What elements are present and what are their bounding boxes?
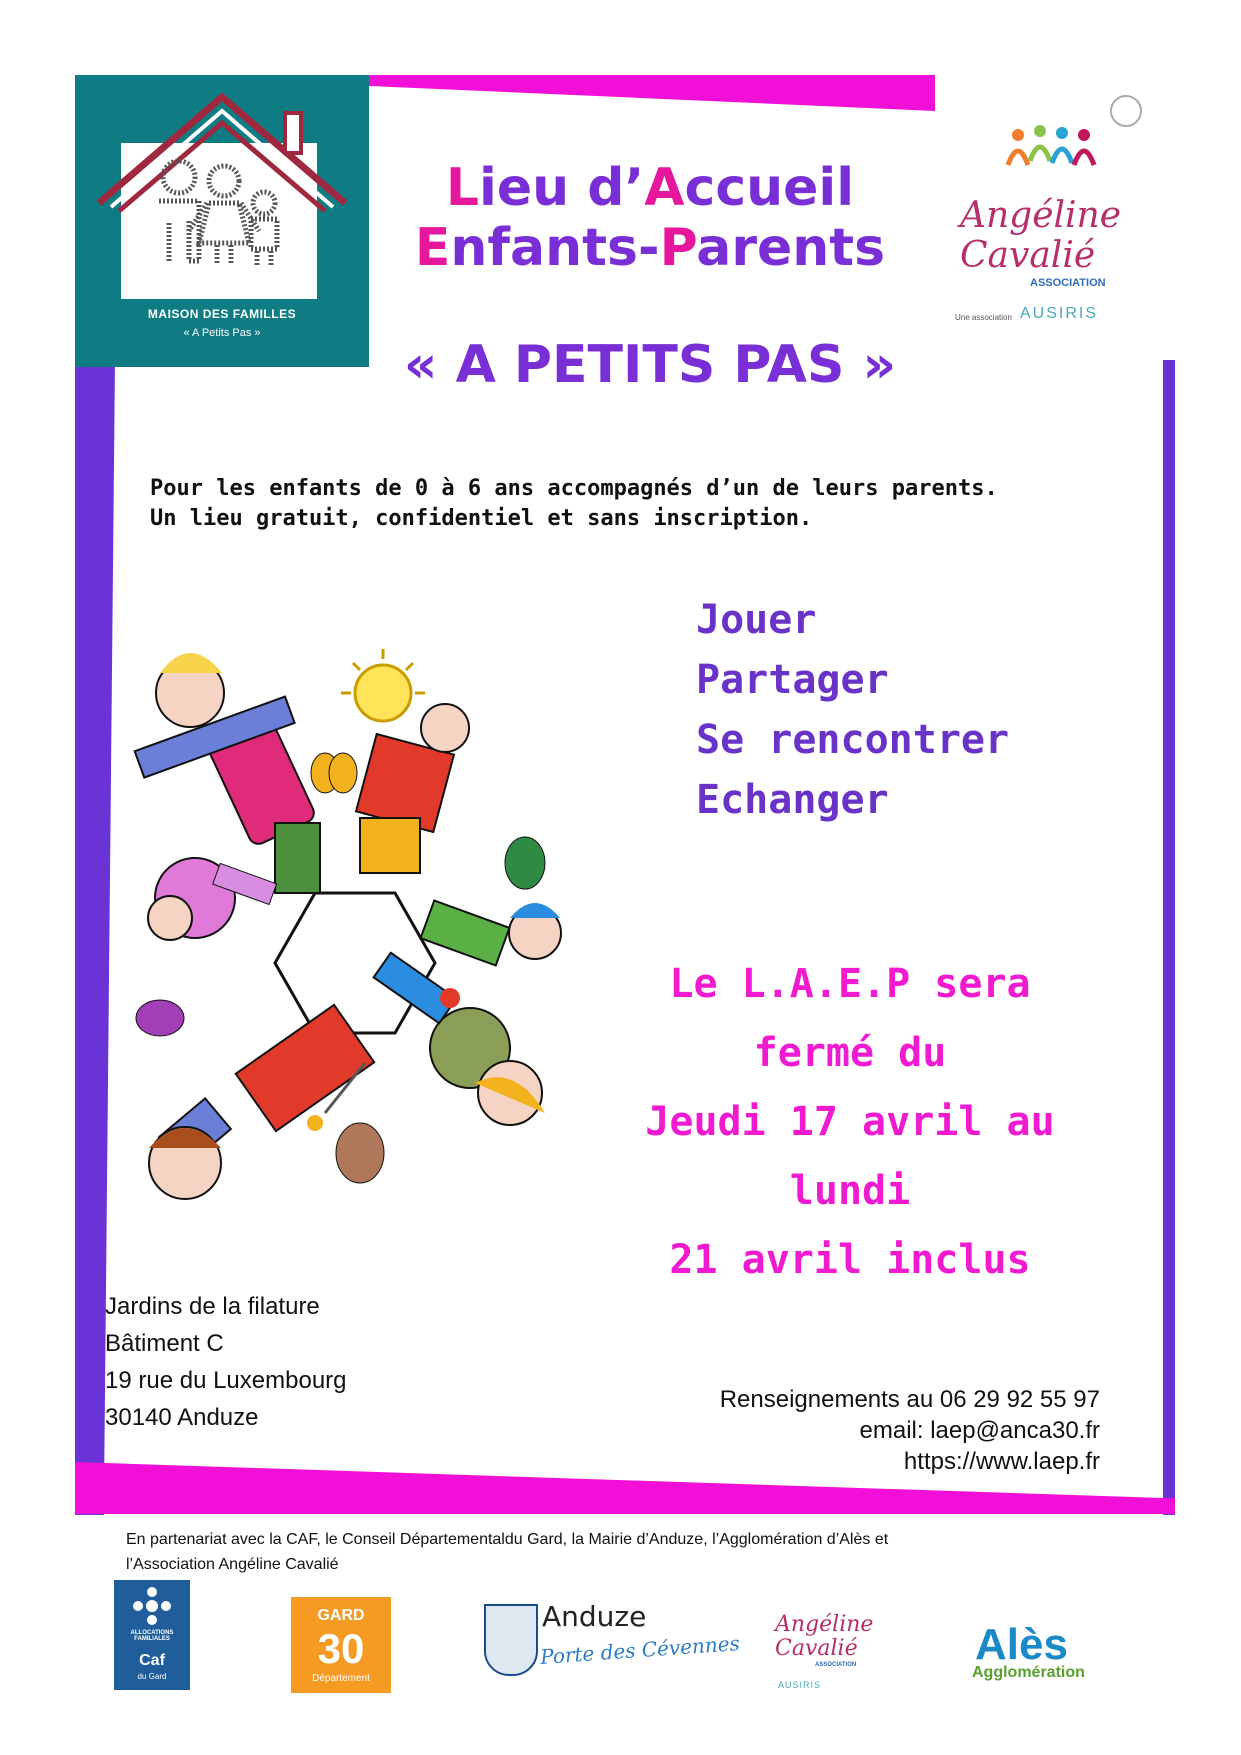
gard-30-logo: [291, 1597, 391, 1693]
notice-line-2: fermé du: [753, 1030, 947, 1076]
contact-block: [600, 1384, 1100, 1477]
title-initial-l: L: [445, 158, 480, 218]
logo-caption-title: MAISON DES FAMILLES: [147, 307, 297, 321]
activity-list: [696, 590, 1009, 830]
intro-line-1: Pour les enfants de 0 à 6 ans accompagnés d’un de leurs parents.: [150, 476, 998, 501]
title-text-arents: arents: [696, 218, 886, 278]
ales-agglomeration: Agglomération: [972, 1664, 1085, 1681]
caf-emblem-icon: [132, 1586, 172, 1626]
intro-line-2: Un lieu gratuit, confidentiel et sans inscription.: [150, 506, 813, 531]
contact-email[interactable]: email: laep@anca30.fr: [859, 1417, 1100, 1444]
activity-jouer: Jouer: [696, 597, 817, 643]
angeline-small-name: Angéline: [775, 1612, 874, 1637]
contact-website[interactable]: https://www.laep.fr: [903, 1448, 1100, 1475]
address-line-4: 30140 Anduze: [105, 1404, 259, 1431]
cavalie-small-name: Cavalié: [775, 1636, 858, 1661]
address-line-2: Bâtiment C: [105, 1330, 224, 1357]
subtitle-a-petits-pas: « A PETITS PAS »: [403, 335, 897, 395]
title-initial-a: A: [644, 158, 685, 218]
children-circle-drawing: [125, 643, 585, 1233]
caf-caption-2: Caf: [139, 1652, 165, 1669]
partners-text-line-1: En partenariat avec la CAF, le Conseil Départementaldu Gard, la Mairie d’Anduze, l’Agglomération d’Alès et: [126, 1531, 889, 1548]
notice-line-3: Jeudi 17 avril au lundi: [645, 1099, 1055, 1214]
address-line-1: Jardins de la filature: [105, 1293, 320, 1320]
intro-text: [150, 474, 1090, 534]
people-icon: [998, 125, 1108, 185]
partner-prefix: Une association: [955, 313, 1012, 322]
title-line-1: [380, 158, 920, 218]
activity-partager: Partager: [696, 657, 889, 703]
partners-text-line-2: l’Association Angéline Cavalié: [126, 1556, 339, 1573]
address-line-3: 19 rue du Luxembourg: [105, 1367, 347, 1394]
title-text-ccueil: ccueil: [684, 158, 855, 218]
address-block: [105, 1288, 347, 1436]
title-initial-e: E: [414, 218, 451, 278]
association-label: ASSOCIATION: [1030, 277, 1106, 289]
gard-label: GARD: [317, 1607, 365, 1624]
right-purple-bar: [1163, 360, 1175, 1515]
anduze-name: Anduze: [542, 1600, 647, 1633]
anduze-tagline: Porte des Cévennes: [539, 1631, 741, 1669]
logo-caption-subtitle: « A Petits Pas »: [183, 327, 261, 339]
title-text-ieu: ieu d’: [479, 158, 645, 218]
gard-departement: Département: [312, 1673, 370, 1684]
contact-phone: Renseignements au 06 29 92 55 97: [719, 1386, 1100, 1413]
title-text-nfants: nfants-: [450, 218, 660, 278]
angeline-small-association: ASSOCIATION: [815, 1662, 857, 1668]
leaf-icon: [1110, 95, 1142, 127]
notice-line-4: 21 avril inclus: [669, 1237, 1031, 1283]
notice-line-1: Le L.A.E.P sera: [669, 961, 1031, 1007]
angeline-small-ausiris: AUSIRIS: [778, 1680, 822, 1690]
top-magenta-bar: [365, 75, 935, 111]
title-initial-p: P: [659, 218, 697, 278]
maison-des-familles-logo: [75, 75, 369, 367]
caf-caption-3: du Gard: [137, 1672, 167, 1681]
anduze-shield-icon: [484, 1604, 538, 1676]
activity-echanger: Echanger: [696, 777, 889, 823]
ausiris-name: AUSIRIS: [1020, 305, 1099, 322]
cavalie-name: Cavalié: [960, 235, 1096, 276]
caf-caption-1: ALLOCATIONS FAMILIALES: [130, 1630, 174, 1642]
activity-se-rencontrer: Se rencontrer: [696, 717, 1010, 763]
gard-number: 30: [317, 1625, 365, 1672]
title-line-2: [380, 218, 920, 278]
house-family-icon: [89, 83, 355, 307]
partners-text: [126, 1527, 1086, 1577]
caf-logo: [114, 1580, 190, 1690]
angeline-name: Angéline: [960, 195, 1122, 236]
angeline-cavalie-logo: [950, 125, 1130, 325]
closure-notice: [580, 950, 1120, 1295]
ales-name: Alès: [975, 1620, 1068, 1669]
